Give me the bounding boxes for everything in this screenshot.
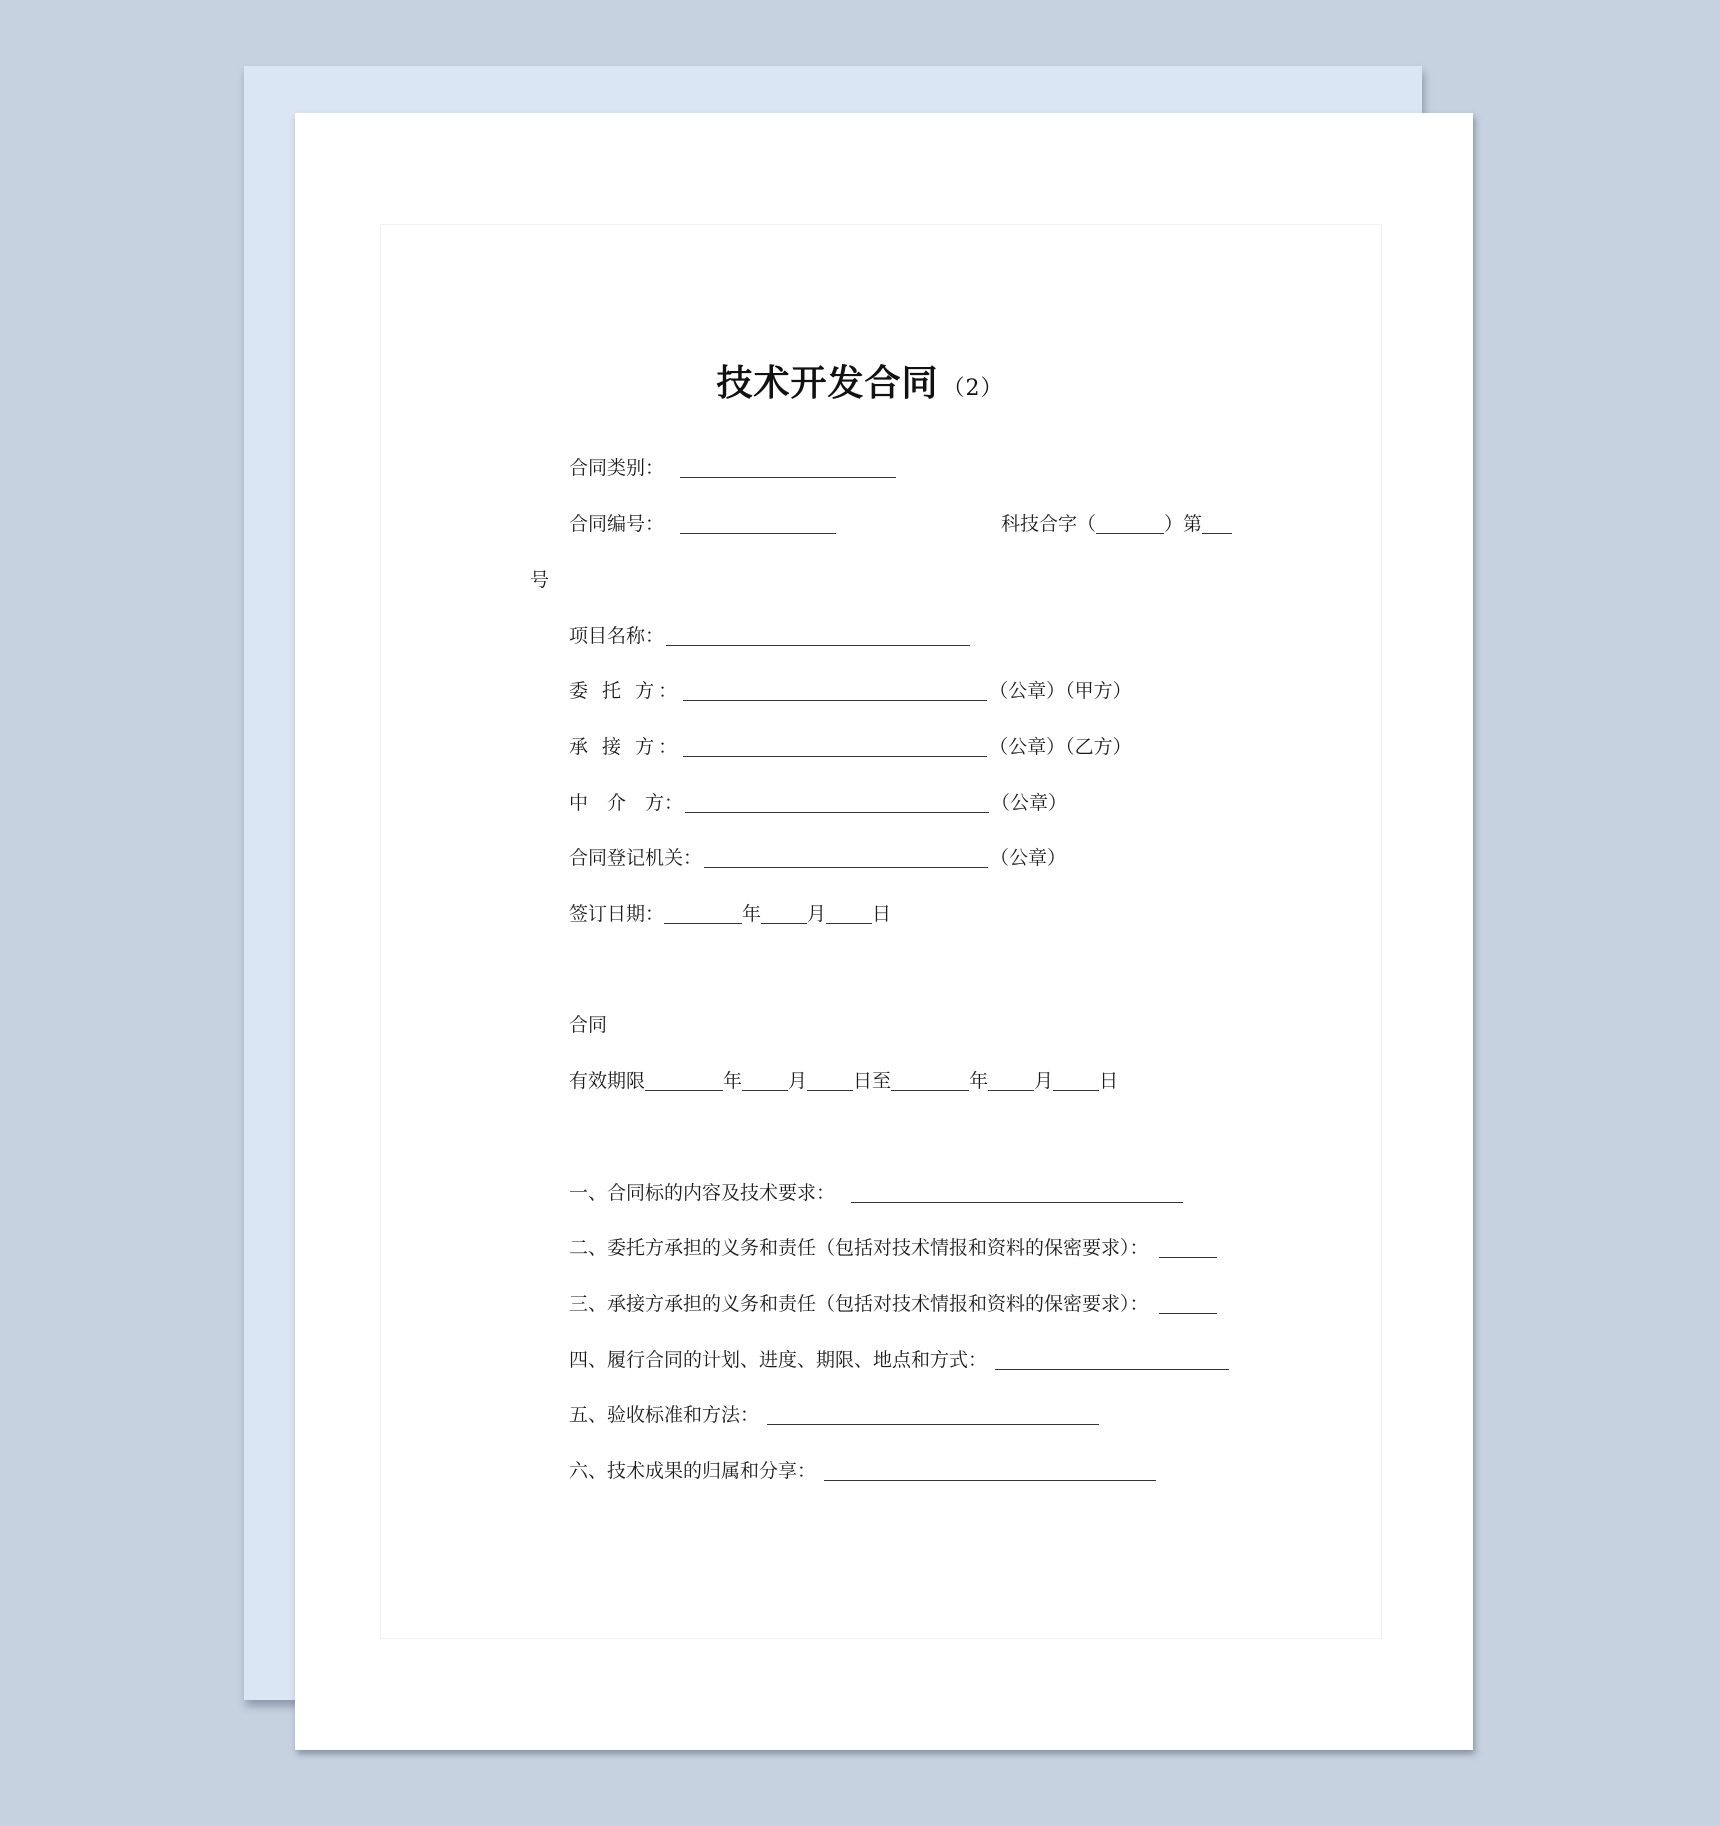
validity-heading-row [569,1012,607,1038]
tech-contract-code [1001,511,1232,537]
intermediary-blank[interactable] [685,792,989,813]
signing-date-row [569,901,891,927]
validity-end-month-blank[interactable] [988,1070,1034,1091]
clause-2-label: 二、委托方承担的义务和责任（包括对技术情报和资料的保密要求）： [569,1237,1149,1259]
contract-type-label: 合同类别： [569,457,665,479]
clause-3-blank[interactable] [1159,1293,1217,1314]
client-suffix: （公章）（甲方） [989,680,1132,702]
clause-3-row [569,1291,1219,1317]
client-label: 委 托 方： [569,680,682,702]
clause-2-blank[interactable] [1159,1237,1217,1258]
signing-date-label: 签订日期： [569,903,665,925]
clause-4-blank[interactable] [995,1349,1229,1370]
title-suffix: （2） [942,376,1004,401]
contract-number-label: 合同编号： [569,513,665,535]
contractor-suffix: （公章）（乙方） [989,736,1132,758]
validity-start-day-blank[interactable] [807,1070,853,1091]
document-title [0,355,1720,406]
signing-month-blank[interactable] [761,903,807,924]
clause-1-blank[interactable] [851,1182,1183,1203]
validity-end-day-label: 日 [1099,1070,1119,1092]
validity-start-year-label: 年 [723,1070,743,1092]
signing-year-blank[interactable] [664,903,742,924]
clause-5-label: 五、验收标准和方法： [569,1404,760,1426]
contract-type-row [569,455,898,481]
title-text: 技术开发合同 [716,363,939,404]
client-blank[interactable] [683,680,987,701]
intermediary-suffix: （公章） [991,792,1068,814]
validity-period-row [569,1068,1118,1094]
tech-contract-year-blank[interactable] [1096,513,1164,534]
validity-start-year-blank[interactable] [645,1070,723,1091]
registration-authority-blank[interactable] [704,847,988,868]
project-name-label: 项目名称： [569,625,665,647]
registration-authority-suffix: （公章） [990,847,1067,869]
contractor-row [569,734,1132,760]
clause-4-row [569,1347,1231,1373]
validity-start-month-blank[interactable] [742,1070,788,1091]
validity-start-month-label: 月 [788,1070,808,1092]
intermediary-row [569,790,1067,816]
signing-day-blank[interactable] [826,903,872,924]
project-name-row [569,623,972,649]
signing-month-label: 月 [807,903,827,925]
clause-6-row [569,1458,1158,1484]
contractor-blank[interactable] [683,736,987,757]
signing-day-label: 日 [872,903,892,925]
clause-5-row [569,1402,1101,1428]
contract-type-blank[interactable] [680,457,896,478]
contract-number-row [569,511,838,537]
registration-authority-row [569,845,1066,871]
clause-6-blank[interactable] [824,1460,1156,1481]
clause-4-label: 四、履行合同的计划、进度、期限、地点和方式： [569,1349,988,1371]
signing-year-label: 年 [742,903,762,925]
project-name-blank[interactable] [666,625,970,646]
tech-contract-end: 号 [530,569,550,591]
tech-contract-mid: ）第 [1164,513,1203,535]
clause-6-label: 六、技术成果的归属和分享： [569,1460,817,1482]
validity-day-to-label: 日至 [853,1070,892,1092]
intermediary-label: 中 介 方： [569,792,684,814]
clause-3-label: 三、承接方承担的义务和责任（包括对技术情报和资料的保密要求）： [569,1293,1149,1315]
contract-number-blank[interactable] [680,513,836,534]
contractor-label: 承 接 方： [569,736,682,758]
validity-end-day-blank[interactable] [1053,1070,1099,1091]
validity-end-month-label: 月 [1034,1070,1054,1092]
validity-end-year-blank[interactable] [891,1070,969,1091]
tech-contract-number-blank[interactable] [1202,513,1232,534]
clause-1-label: 一、合同标的内容及技术要求： [569,1182,836,1204]
validity-heading: 合同 [569,1014,608,1036]
registration-authority-label: 合同登记机关： [569,847,703,869]
clause-2-row [569,1235,1219,1261]
clause-5-blank[interactable] [767,1404,1099,1425]
validity-end-year-label: 年 [969,1070,989,1092]
validity-label: 有效期限 [569,1070,646,1092]
client-row [569,678,1132,704]
tech-contract-prefix: 科技合字（ [1001,513,1097,535]
tech-contract-end-row [530,567,549,593]
clause-1-row [569,1180,1185,1206]
